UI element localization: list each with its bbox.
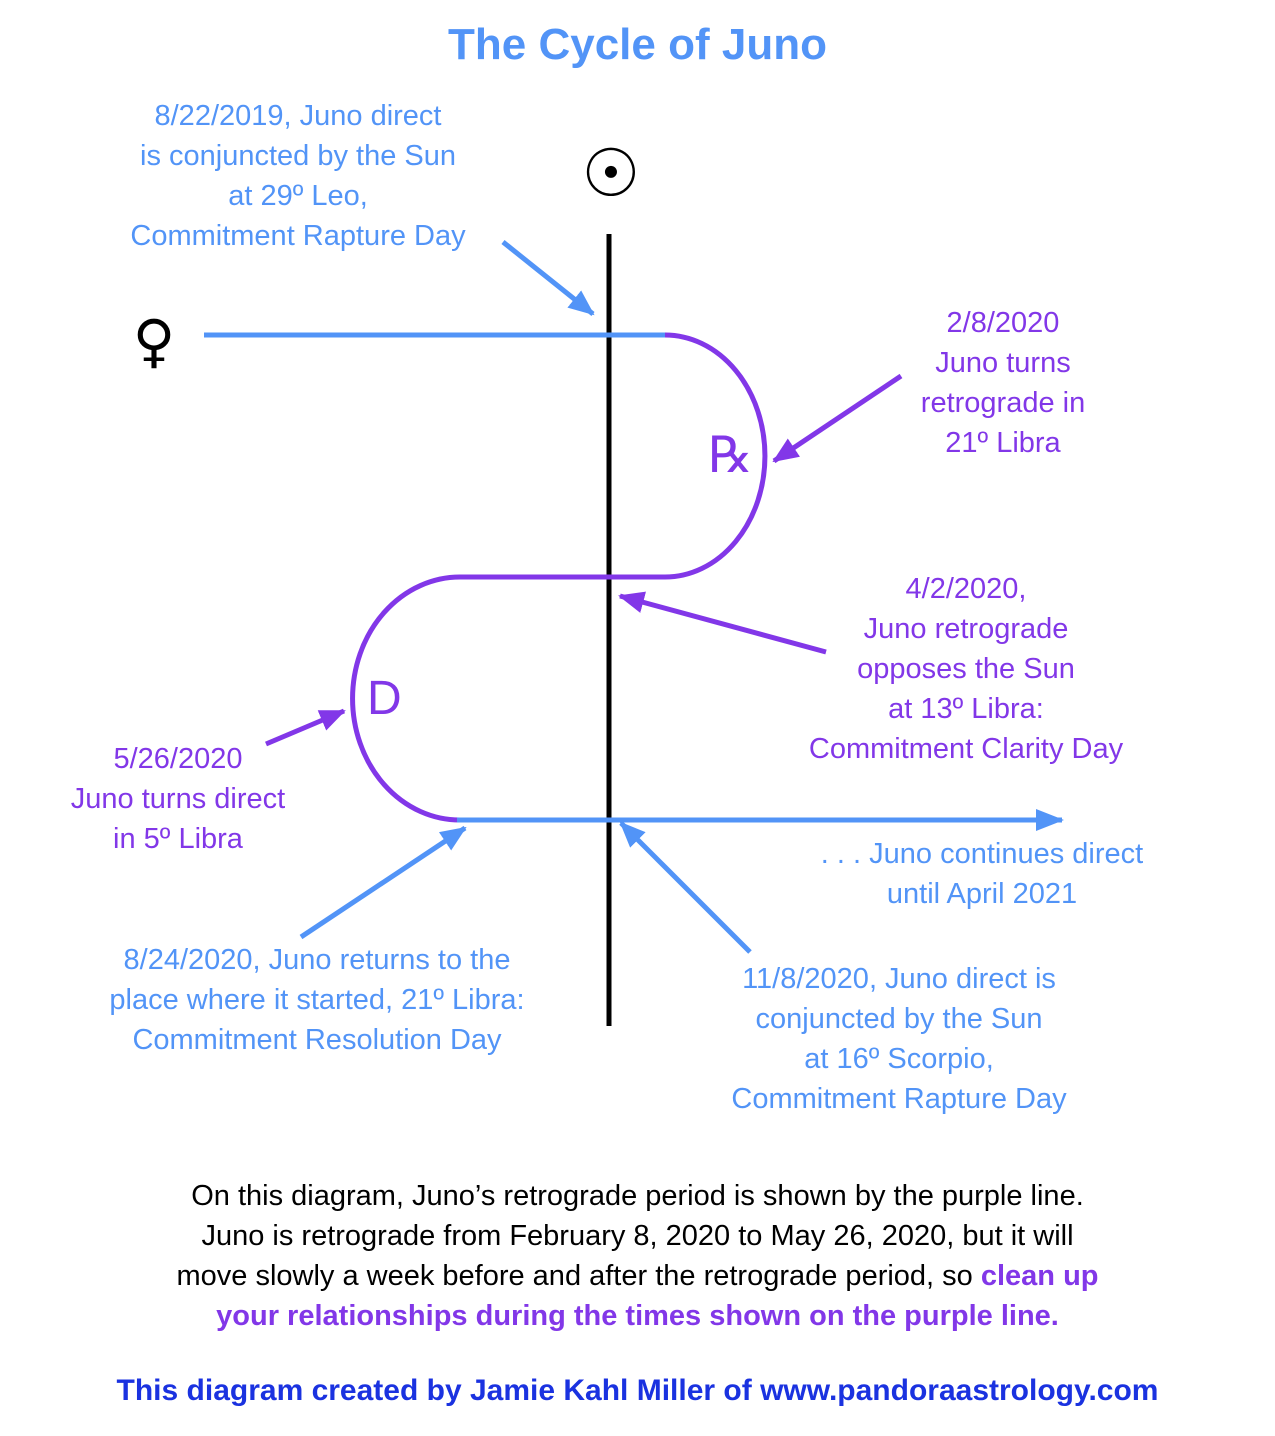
annotation-opposition: 4/2/2020, Juno retrograde opposes the Sun at 13º Libra: Commitment Clarity Day bbox=[808, 573, 1124, 765]
diagram-title: The Cycle of Juno bbox=[448, 20, 827, 69]
credit-line: This diagram created by Jamie Kahl Miller of www.pandoraastrology.com bbox=[116, 1374, 1159, 1407]
footer-explanation bbox=[0, 1176, 1275, 1336]
footer-highlight-2: your relationships during the times shown on the purple line. bbox=[216, 1300, 1059, 1332]
retrograde-symbol-icon: ℞ bbox=[708, 426, 753, 484]
footer-line-3-text: move slowly a week before and after the retrograde period, so bbox=[176, 1260, 981, 1292]
arrow-sun-conjunction-2020 bbox=[621, 823, 750, 952]
direct-symbol-label: D bbox=[367, 672, 402, 725]
footer-highlight-1: clean up bbox=[980, 1260, 1099, 1292]
footer-line-2: Juno is retrograde from February 8, 2020 to May 26, 2020, but it will bbox=[201, 1220, 1074, 1252]
annotation-return: 8/24/2020, Juno returns to the place where it started, 21º Libra: Commitment Resolution Day bbox=[109, 944, 525, 1056]
venus-symbol-icon: ♀ bbox=[132, 307, 176, 375]
annotation-sun-conjunction-2019: 8/22/2019, Juno direct is conjuncted by the Sun at 29º Leo, Commitment Rapture Day bbox=[130, 100, 466, 252]
footer-line-3 bbox=[0, 1256, 1275, 1296]
annotation-continues-direct: . . . Juno continues direct until April 2021 bbox=[820, 838, 1144, 910]
annotation-direct-station: 5/26/2020 Juno turns direct in 5º Libra bbox=[70, 743, 286, 855]
retrograde-path bbox=[353, 335, 765, 820]
arrow-return bbox=[301, 828, 465, 937]
annotation-retrograde-station: 2/8/2020 Juno turns retrograde in 21º Libra bbox=[920, 307, 1086, 459]
footer-line-1: On this diagram, Juno’s retrograde period is shown by the purple line. bbox=[191, 1180, 1084, 1212]
annotation-sun-conjunction-2020: 11/8/2020, Juno direct is conjuncted by the Sun at 16º Scorpio, Commitment Rapture Day bbox=[731, 963, 1067, 1115]
sun-symbol-icon: ☉ bbox=[581, 135, 641, 212]
